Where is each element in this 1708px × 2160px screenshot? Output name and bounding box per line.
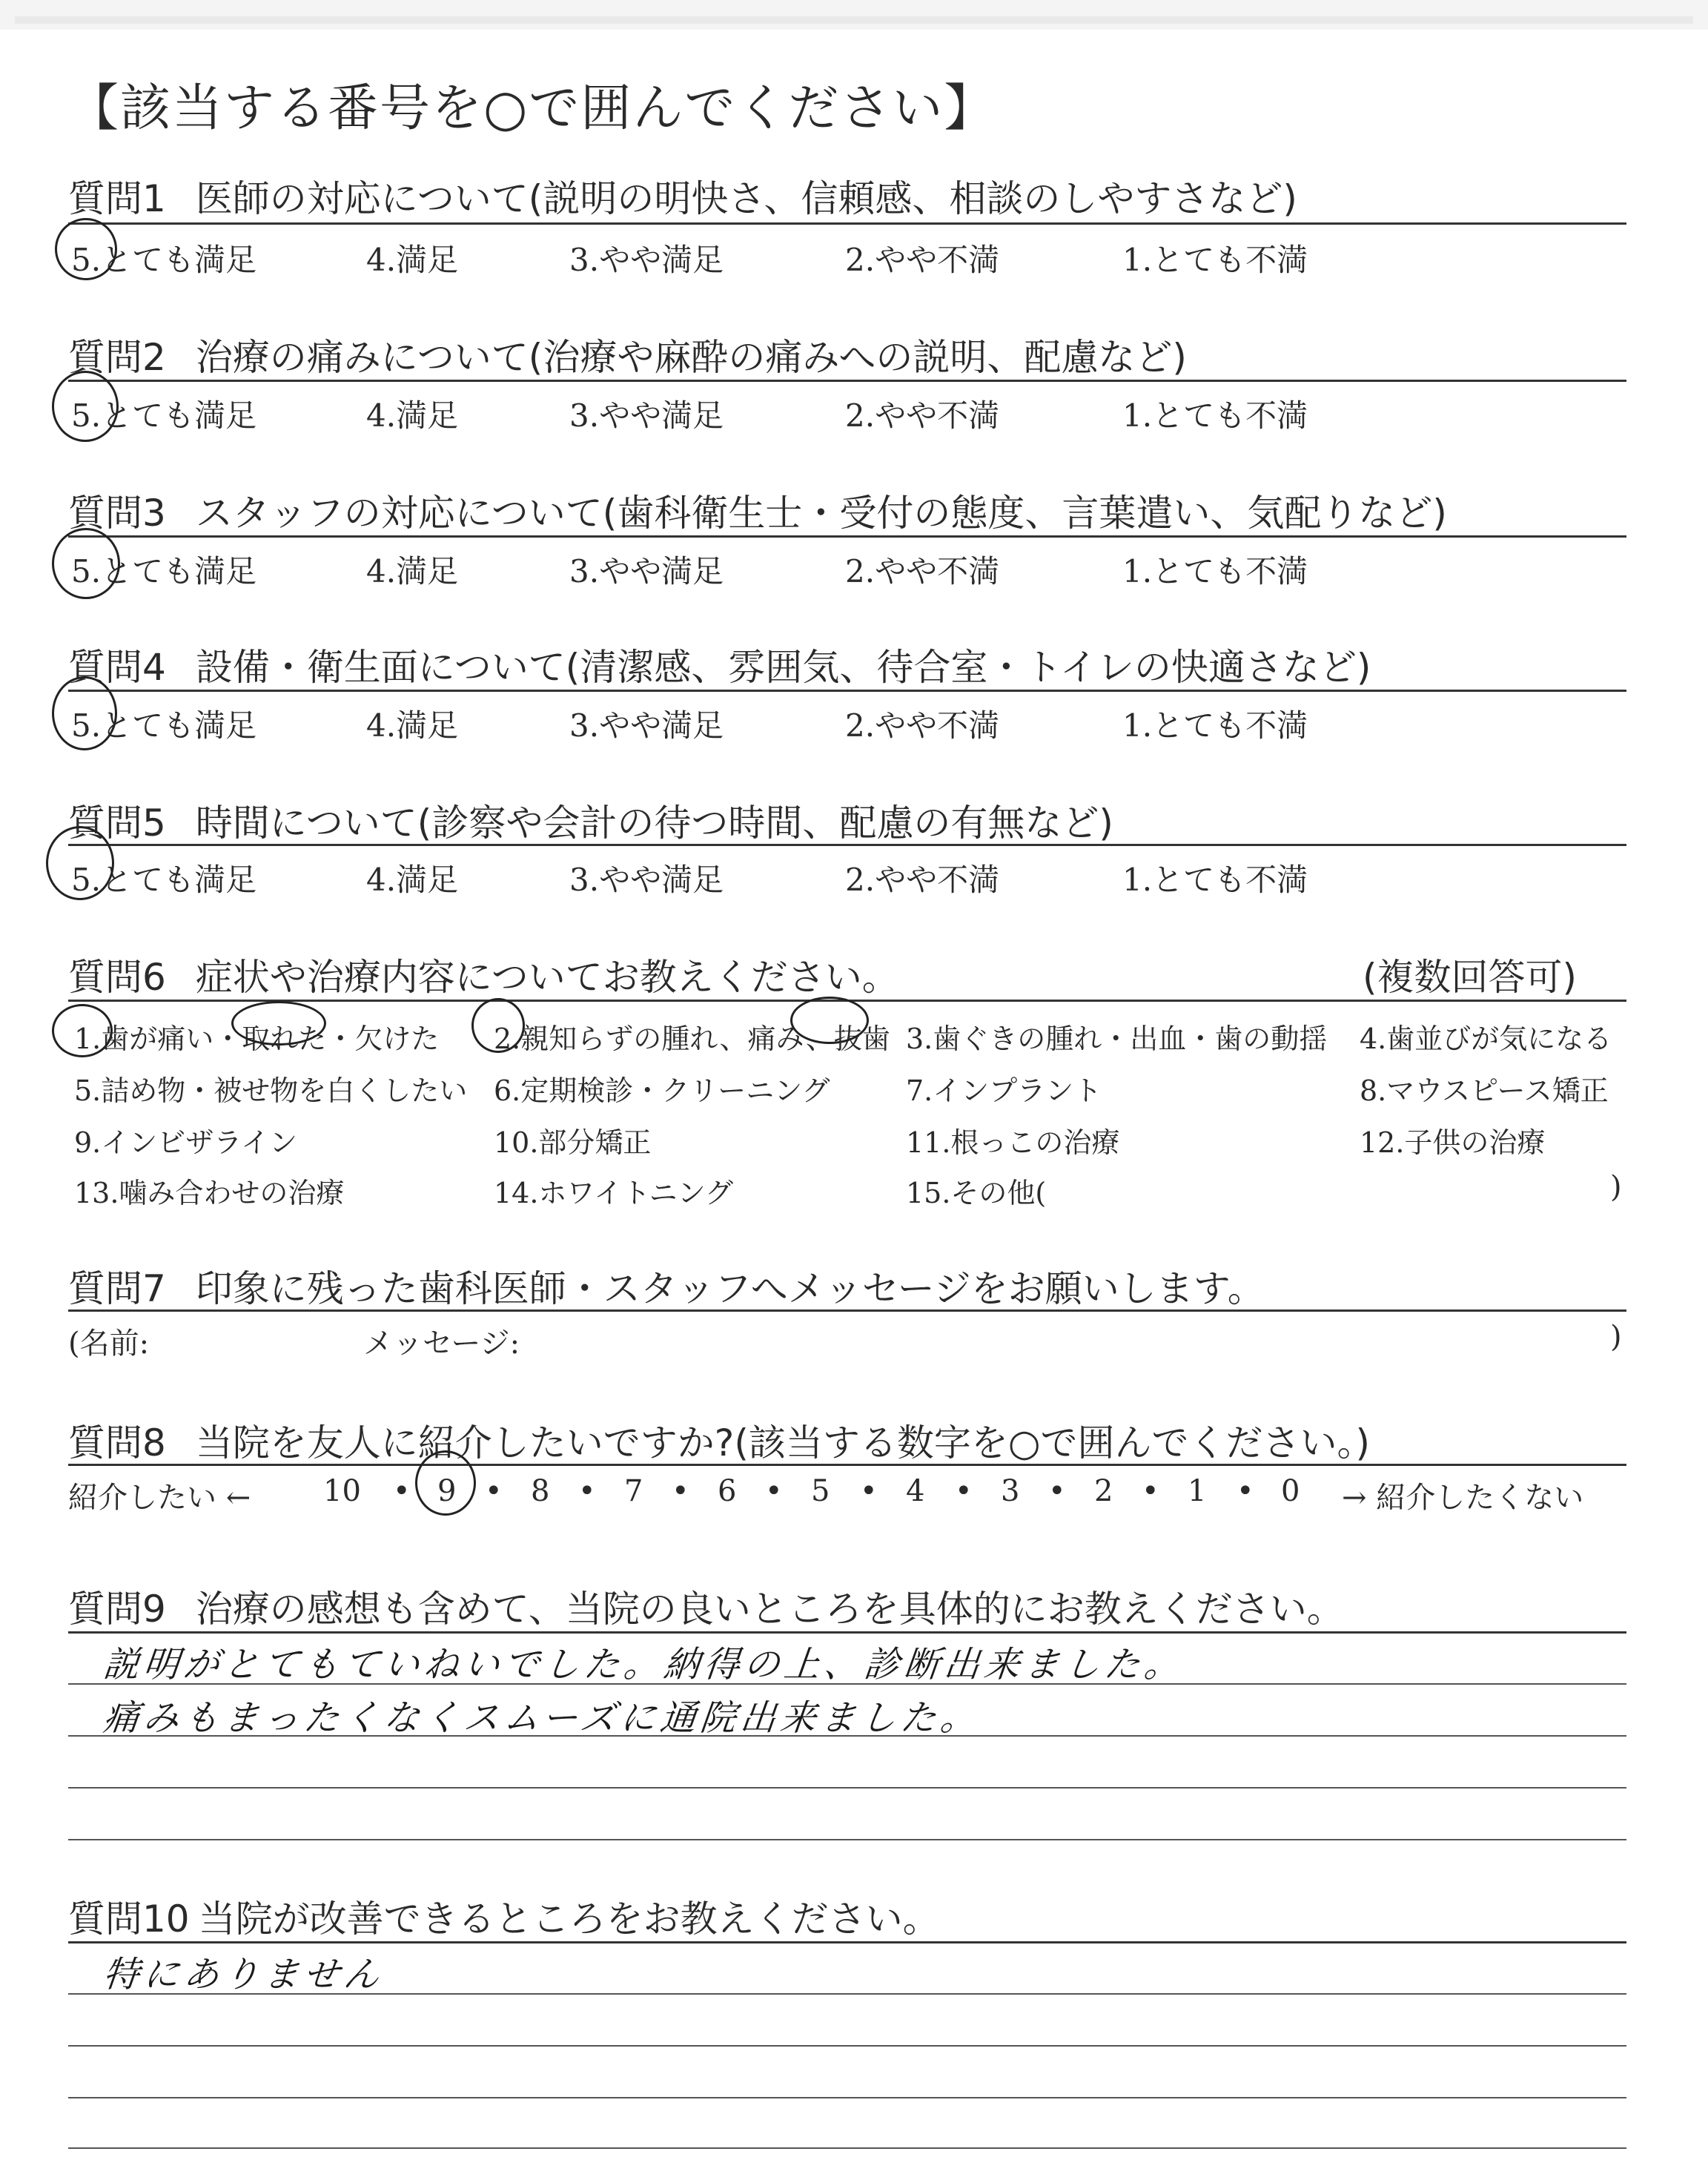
q8-score-8[interactable]: 8 [531, 1474, 550, 1508]
q6-text: 症状や治療内容についてお教えください。 [195, 956, 899, 999]
q6-item-11[interactable]: 11.根っこの治療 [906, 1126, 1120, 1159]
q1-selection-circle [55, 218, 117, 280]
q1-rule [68, 222, 1626, 225]
q3-option-3[interactable]: 3.やや満足 [569, 553, 724, 589]
q2-option-2[interactable]: 2.やや不満 [845, 397, 1000, 434]
q7-number: 質問7 [68, 1267, 166, 1310]
q6-item-8[interactable]: 8.マウスピース矯正 [1360, 1074, 1609, 1107]
q4-number: 質問4 [68, 646, 166, 689]
q2-text: 治療の痛みについて(治療や麻酔の痛みへの説明、配慮など) [195, 336, 1187, 379]
q6-item-9[interactable]: 9.インビザライン [74, 1126, 298, 1159]
q10-title [68, 1889, 940, 1943]
q4-option-3[interactable]: 3.やや満足 [569, 707, 724, 744]
q3-option-1[interactable]: 1.とても不満 [1122, 553, 1308, 589]
q6-title [68, 948, 899, 1001]
q6-torete-circle [231, 1001, 326, 1046]
q6-item-7[interactable]: 7.インプラント [906, 1074, 1102, 1107]
q1-option-4[interactable]: 4.満足 [366, 242, 459, 278]
q8-score-2[interactable]: 2 [1094, 1474, 1113, 1508]
q1-option-2[interactable]: 2.やや不満 [845, 242, 1000, 278]
q1-text: 医師の対応について(説明の明快さ、信頼感、相談のしやすさなど) [195, 177, 1297, 220]
q5-option-4[interactable]: 4.満足 [366, 862, 459, 898]
q7-text: 印象に残った歯科医師・スタッフへメッセージをお願いします。 [195, 1267, 1265, 1310]
q9-answer-line-2: 痛みもまったくなくスムーズに通院出来ました。 [101, 1697, 983, 1739]
q3-option-2[interactable]: 2.やや不満 [845, 553, 1000, 589]
q10-answer-line [68, 2097, 1626, 2098]
q8-score-3[interactable]: 3 [1001, 1474, 1020, 1508]
scan-edge [0, 0, 1708, 30]
q5-option-3[interactable]: 3.やや満足 [569, 862, 724, 898]
q6-item-1-circle [52, 1004, 113, 1057]
q7-title [68, 1259, 1265, 1312]
q8-score-5[interactable]: 5 [811, 1474, 830, 1508]
q2-rule [68, 380, 1626, 382]
q6-item-13[interactable]: 13.噛み合わせの治療 [74, 1177, 345, 1209]
q3-selection-circle [52, 528, 120, 599]
q7-message-label: メッセージ: [363, 1327, 520, 1361]
q3-text: スタッフの対応について(歯科衛生士・受付の態度、言葉遣い、気配りなど) [195, 492, 1447, 535]
q8-separator: • [1237, 1474, 1254, 1508]
q8-separator: • [672, 1474, 689, 1508]
q8-number: 質問8 [68, 1421, 166, 1464]
q1-option-5[interactable]: 5.とても満足 [71, 242, 257, 278]
q6-item-1[interactable]: 1.歯が痛い・取れた・欠けた [74, 1023, 440, 1055]
q9-text: 治療の感想も含めて、当院の良いところを具体的にお教えください。 [195, 1588, 1344, 1631]
q5-option-1[interactable]: 1.とても不満 [1122, 862, 1308, 898]
q4-option-2[interactable]: 2.やや不満 [845, 707, 1000, 744]
q6-item-15[interactable]: 15.その他( [906, 1177, 1047, 1209]
q8-text: 当院を友人に紹介したいですか?(該当する数字を○で囲んでください。) [195, 1421, 1370, 1464]
q9-number: 質問9 [68, 1588, 166, 1631]
q8-separator: • [765, 1474, 783, 1508]
q1-option-3[interactable]: 3.やや満足 [569, 242, 724, 278]
q8-separator: • [578, 1474, 596, 1508]
q5-rule [68, 844, 1626, 846]
q8-right-label: → 紹介したくない [1342, 1481, 1584, 1515]
q6-note: (複数回答可) [1363, 956, 1578, 999]
q4-option-5[interactable]: 5.とても満足 [71, 707, 257, 744]
q8-title [68, 1413, 1370, 1467]
q2-title [68, 328, 1187, 381]
q9-answer-line [68, 1787, 1626, 1789]
q4-option-4[interactable]: 4.満足 [366, 707, 459, 744]
q4-selection-circle [52, 676, 117, 750]
q3-option-5[interactable]: 5.とても満足 [71, 553, 257, 589]
q6-item-14[interactable]: 14.ホワイトニング [494, 1177, 734, 1209]
q8-left-label: 紹介したい ← [68, 1481, 251, 1515]
q6-item-10[interactable]: 10.部分矯正 [494, 1126, 652, 1159]
q8-separator: • [1048, 1474, 1066, 1508]
q8-separator: • [1142, 1474, 1159, 1508]
q6-item-5[interactable]: 5.詰め物・被せ物を白くしたい [74, 1074, 468, 1107]
q5-text: 時間について(診察や会計の待つ時間、配慮の有無など) [195, 802, 1113, 845]
q8-rule [68, 1464, 1626, 1466]
q2-option-3[interactable]: 3.やや満足 [569, 397, 724, 434]
q6-item-2-circle [471, 998, 525, 1053]
q6-item-3[interactable]: 3.歯ぐきの腫れ・出血・歯の動揺 [906, 1023, 1328, 1055]
q8-score-10[interactable]: 10 [323, 1474, 361, 1508]
q6-bashi-circle [790, 997, 869, 1044]
q10-number: 質問10 [68, 1898, 190, 1941]
q8-separator: • [393, 1474, 411, 1508]
q8-score-9[interactable]: 9 [437, 1474, 457, 1508]
q3-option-4[interactable]: 4.満足 [366, 553, 459, 589]
q5-title [68, 793, 1113, 847]
q7-name-label: (名前: [68, 1327, 150, 1361]
q3-rule [68, 535, 1626, 538]
q8-separator: • [485, 1474, 503, 1508]
q10-answer-line [68, 2045, 1626, 2047]
q5-option-5[interactable]: 5.とても満足 [71, 862, 257, 898]
q10-answer-line [68, 2147, 1626, 2149]
q2-option-1[interactable]: 1.とても不満 [1122, 397, 1308, 434]
page-heading: 【該当する番号を○で囲んでください】 [68, 79, 996, 138]
q4-text: 設備・衛生面について(清潔感、雰囲気、待合室・トイレの快適さなど) [195, 646, 1371, 689]
q6-other-close-paren: ) [1610, 1170, 1622, 1204]
q6-number: 質問6 [68, 956, 166, 999]
q8-score-0[interactable]: 0 [1281, 1474, 1300, 1508]
q1-option-1[interactable]: 1.とても不満 [1122, 242, 1308, 278]
q3-title [68, 483, 1447, 537]
q10-text: 当院が改善できるところをお教えください。 [198, 1898, 940, 1941]
q6-item-6[interactable]: 6.定期検診・クリーニング [494, 1074, 830, 1107]
q3-number: 質問3 [68, 492, 166, 535]
q9-title [68, 1579, 1344, 1633]
q8-score-1[interactable]: 1 [1188, 1474, 1207, 1508]
q6-item-2[interactable]: 2.親知らずの腫れ、痛み、抜歯 [494, 1023, 890, 1055]
q10-rule [68, 1941, 1626, 1943]
q1-number: 質問1 [68, 177, 166, 220]
q1-title [68, 169, 1297, 222]
q7-rule [68, 1309, 1626, 1312]
q4-title [68, 638, 1371, 691]
q9-answer-line-1: 説明がとてもていねいでした。納得の上、診断出来ました。 [101, 1644, 1187, 1685]
q8-separator: • [955, 1474, 973, 1508]
q8-separator: • [860, 1474, 878, 1508]
q8-score-4[interactable]: 4 [906, 1474, 925, 1508]
q8-selection-circle [415, 1450, 476, 1516]
q4-rule [68, 690, 1626, 692]
q9-answer-line [68, 1839, 1626, 1840]
q8-score-7[interactable]: 7 [624, 1474, 643, 1508]
q5-number: 質問5 [68, 802, 166, 845]
q5-option-2[interactable]: 2.やや不満 [845, 862, 1000, 898]
q6-item-4[interactable]: 4.歯並びが気になる [1360, 1023, 1612, 1055]
q7-close-paren: ) [1610, 1320, 1622, 1354]
q2-selection-circle [52, 371, 119, 442]
q2-number: 質問2 [68, 336, 166, 379]
q5-selection-circle [46, 826, 114, 900]
q10-answer-line-1: 特にありません [101, 1954, 386, 1995]
q4-option-1[interactable]: 1.とても不満 [1122, 707, 1308, 744]
q9-rule [68, 1631, 1626, 1634]
q2-option-4[interactable]: 4.満足 [366, 397, 459, 434]
q2-option-5[interactable]: 5.とても満足 [71, 397, 257, 434]
q8-score-6[interactable]: 6 [718, 1474, 737, 1508]
q6-item-12[interactable]: 12.子供の治療 [1360, 1126, 1546, 1159]
